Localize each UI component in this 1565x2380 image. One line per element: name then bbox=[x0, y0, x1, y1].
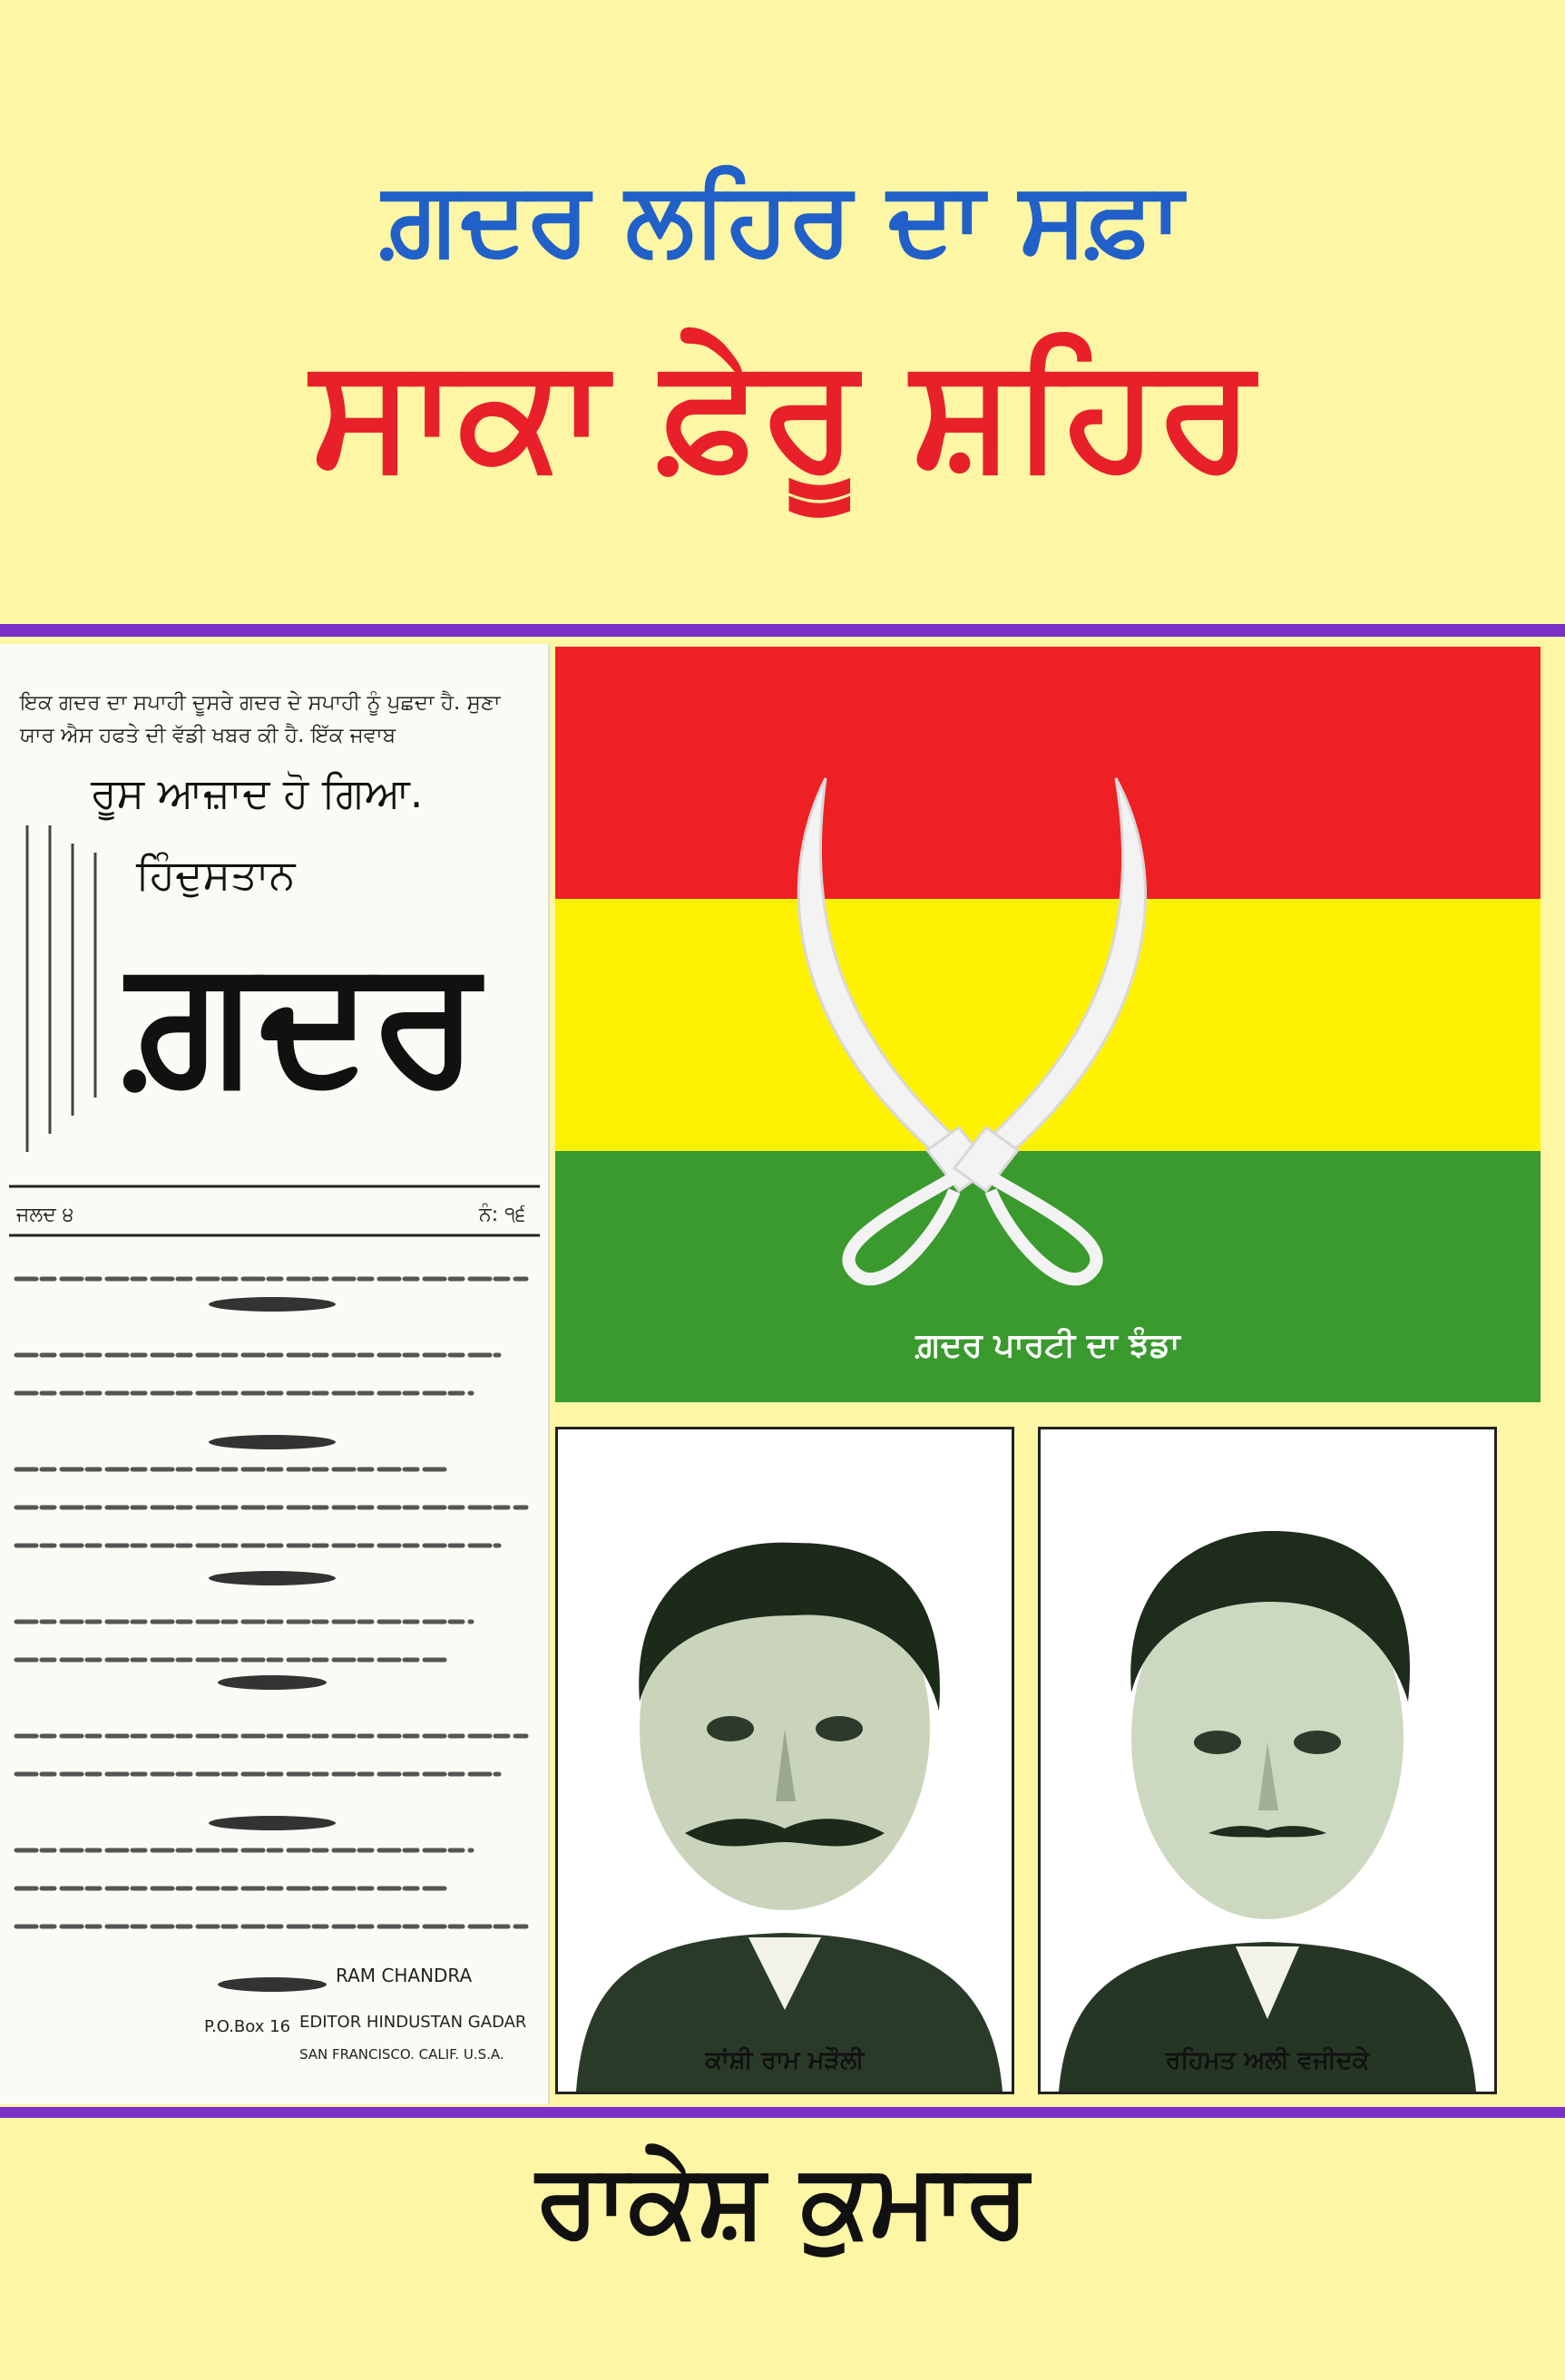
crossed-swords-icon bbox=[555, 647, 1541, 1402]
signature-title: EDITOR HINDUSTAN GADAR bbox=[299, 2013, 527, 2032]
portrait-caption-1: ਕਾਂਸ਼ੀ ਰਾਮ ਮੜੌਲੀ bbox=[705, 2046, 865, 2074]
portrait-image bbox=[1041, 1429, 1494, 2092]
address: SAN FRANCISCO. CALIF. U.S.A. bbox=[299, 2046, 504, 2063]
portrait-caption-2: ਰਹਿਮਤ ਅਲੀ ਵਜੀਦਕੇ bbox=[1165, 2046, 1370, 2074]
ghadar-party-flag bbox=[555, 647, 1541, 1402]
author-name: ਰਾਕੇਸ਼ ਕੁਮਾਰ bbox=[536, 2141, 1029, 2259]
newspaper-top-line-2: ਯਾਰ ਐਸ ਹਫਤੇ ਦੀ ਵੱਡੀ ਖਬਰ ਕੀ ਹੈ. ਇੱਕ ਜਵਾਬ bbox=[20, 724, 396, 747]
cover-subtitle: ਗ਼ਦਰ ਲਹਿਰ ਦਾ ਸਫ਼ਾ bbox=[382, 160, 1183, 278]
flag-caption: ਗ਼ਦਰ ਪਾਰਟੀ ਦਾ ਝੰਡਾ bbox=[915, 1327, 1180, 1364]
issue-left: ਜਲਦ ੪ bbox=[16, 1204, 74, 1226]
issue-right: ਨੰ: ੧੬ bbox=[479, 1204, 526, 1226]
portrait-kanshi-ram bbox=[555, 1427, 1014, 2094]
portrait-rahmat-ali bbox=[1038, 1427, 1497, 2094]
newspaper-art bbox=[0, 644, 548, 2104]
newspaper-top-line: ਇਕ ਗਦਰ ਦਾ ਸਪਾਹੀ ਦੂਸਰੇ ਗਦਰ ਦੇ ਸਪਾਹੀ ਨੂੰ ਪੁਛਦਾ ਹੈ. ਸੁਣਾ bbox=[20, 691, 501, 715]
bottom-divider bbox=[0, 2107, 1565, 2118]
newspaper-masthead: ਗ਼ਦਰ bbox=[127, 920, 480, 1120]
po-box: P.O.Box 16 bbox=[204, 2017, 291, 2036]
portrait-image bbox=[558, 1429, 1012, 2092]
signature-name: RAM CHANDRA bbox=[336, 1965, 473, 1986]
cover-title: ਸਾਕਾ ਫ਼ੇਰੂ ਸ਼ਹਿਰ bbox=[310, 323, 1255, 502]
newspaper-facsimile bbox=[0, 644, 550, 2104]
newspaper-headline: ਰੂਸ ਆਜ਼ਾਦ ਹੋ ਗਿਆ. bbox=[91, 768, 424, 817]
top-divider bbox=[0, 624, 1565, 637]
newspaper-masthead-top: ਹਿੰਦੁਸਤਾਨ bbox=[136, 850, 296, 899]
